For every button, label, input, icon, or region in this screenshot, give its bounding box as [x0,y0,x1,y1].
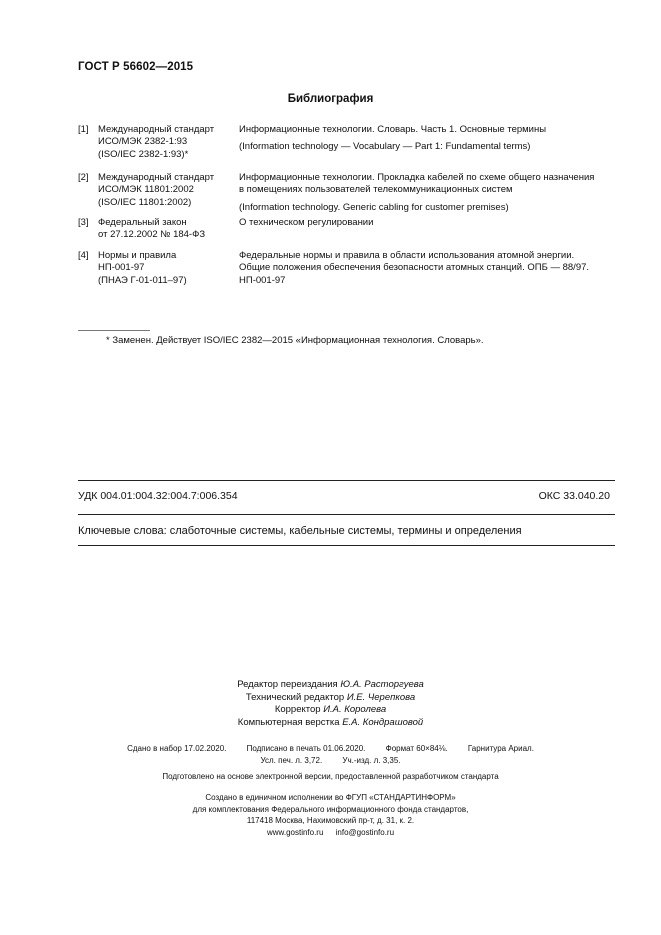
corrector-name: И.А. Королева [323,704,387,715]
description-line: Информационные технологии. Прокладка кабелей по схеме общего назначения [239,172,595,183]
description-line: (Information technology. Generic cabling for customer premises) [239,201,509,213]
document-line: ИСО/МЭК 11801:2002 [98,184,194,196]
document-line: (ISO/IEC 11801:2002) [98,196,192,208]
fund-note: для комплектования Федерального информационного фонда стандартов, [192,804,469,814]
footnote: * Заменен. Действует ISO/IEC 2382—2015 «Информационная технология. Словарь». [106,335,484,346]
description-line: НП-001-97 [239,274,286,286]
standard-code: ГОСТ Р 56602—2015 [78,61,194,73]
email-link[interactable]: info@gostinfo.ru [335,828,395,837]
print-sheets: Усл. печ. л. 3,72. [260,755,323,765]
entry-document [98,124,238,161]
bibliography-entry-3 [78,217,618,250]
publishing-sheets: Уч.-изд. л. 3,35. [342,755,401,765]
print-details [0,743,661,766]
layout-line [0,717,661,730]
entry-description [239,250,615,287]
document-line: Международный стандарт [98,172,215,183]
entry-document [98,217,238,242]
sent-date: Сдано в набор 17.02.2020. [127,744,227,753]
document-line: (ISO/IEC 2382-1:93)* [98,148,189,160]
entry-document [98,172,238,209]
publisher-contacts [0,815,661,839]
corrector-label: Корректор [274,704,321,715]
document-line: Федеральный закон [98,217,187,228]
document-line: ИСО/МЭК 2382-1:93 [98,136,188,148]
document-line: Нормы и правила [98,250,177,261]
oks-code: ОКС 33.040.20 [538,490,610,502]
entry-document [98,250,238,287]
layout-label: Компьютерная верстка [237,716,340,728]
editor-line [0,679,661,692]
bibliography-title: Библиография [287,93,374,105]
description-line: Информационные технологии. Словарь. Часть 1. Основные термины [239,124,547,135]
editor-name: Ю.А. Расторгуева [340,679,424,690]
tech-editor-label: Технический редактор [245,691,345,703]
corrector-line [0,704,661,717]
bibliography-list [78,124,618,290]
paper-format: Формат 60×84⅛. [385,744,448,753]
print-details-line-1 [0,743,661,755]
print-details-line-2 [0,755,661,767]
bibliography-entry-2 [78,172,618,217]
description-line: в помещениях пользователей телекоммуникационных систем [239,184,513,196]
udc-code: УДК 004.01:004.32:004.7:006.354 [78,490,238,502]
keywords: Ключевые слова: слаботочные системы, кабельные системы, термины и определения [78,525,522,537]
entry-description [239,124,615,154]
publisher-info [0,792,661,815]
website-link[interactable]: www.gostinfo.ru [266,828,324,837]
description-line: Федеральные нормы и правила в области использования атомной энергии. [239,250,575,261]
entry-number: [4] [78,250,89,261]
document-line: от 27.12.2002 № 184-ФЗ [98,229,206,241]
divider-middle [78,514,615,515]
bibliography-entry-1 [78,124,618,172]
tech-editor-name: И.Е. Черепкова [346,691,416,703]
prepared-note: Подготовлено на основе электронной версии, предоставленной разработчиком стандарта [162,772,499,781]
divider-bottom [78,545,615,546]
signed-date: Подписано в печать 01.06.2020. [246,744,366,753]
typeface: Гарнитура Ариал. [467,744,534,753]
tech-editor-line [0,692,661,705]
entry-number: [3] [78,217,89,228]
bibliography-entry-4 [78,250,618,290]
divider-top [78,480,615,481]
entry-number: [1] [78,124,89,135]
entry-number: [2] [78,172,89,183]
description-line: (Information technology — Vocabulary — Part 1: Fundamental terms) [239,141,531,153]
document-line: (ПНАЭ Г-01-011–97) [98,274,187,286]
document-line: НП-001-97 [98,262,145,274]
description-line: О техническом регулировании [239,217,374,228]
document-line: Международный стандарт [98,124,215,135]
entry-description [239,172,615,214]
created-note: Создано в единичном исполнении во ФГУП «СТАНДАРТИНФОРМ» [205,793,456,802]
imprint-staff [0,679,661,729]
publisher-web [0,827,661,839]
layout-name: Е.А. Кондрашовой [342,716,424,728]
entry-description [239,217,615,229]
editor-label: Редактор переиздания [237,679,338,690]
footnote-divider [78,330,150,331]
publisher-address: 117418 Москва, Нахимовский пр-т, д. 31, к. 2. [246,816,415,825]
description-line: Общие положения обеспечения безопасности атомных станций. ОПБ — 88/97. [239,262,590,274]
